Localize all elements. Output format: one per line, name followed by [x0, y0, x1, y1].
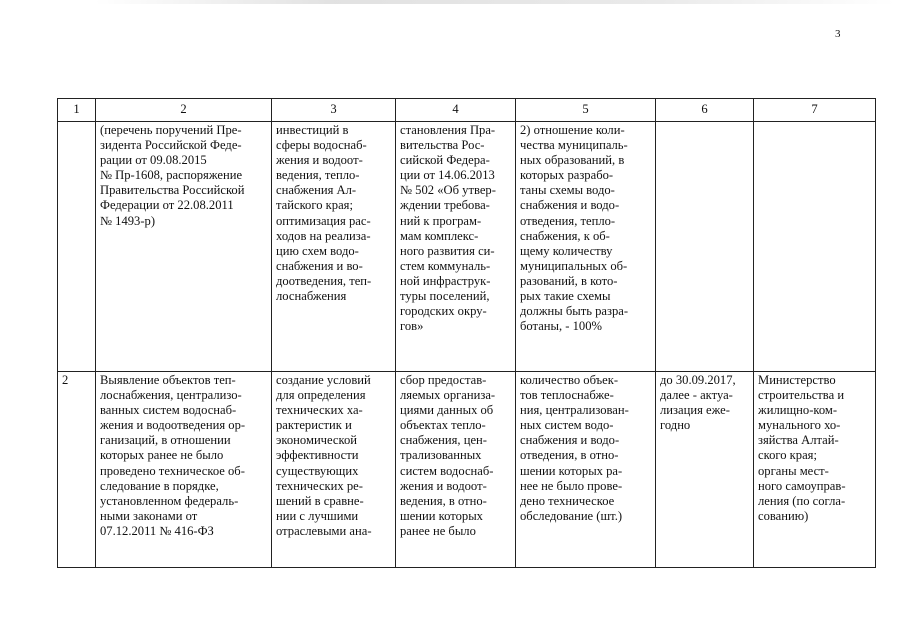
column-number-cell: 5 [516, 99, 656, 122]
mechanism-cell: становления Пра- вительства Рос- сийской Федера- ции от 14.06.2013 № 502 «Об утвер- ждении требова- ний к програм- мам комплекс- ного развития си- стем коммуналь- ной инфраструк- туры поселений, городских окру- гов» [396, 122, 516, 372]
table-row [58, 122, 876, 372]
row-number-cell: 2 [58, 372, 96, 568]
indicator-cell: 2) отношение коли- чества муниципаль- ных образований, в которых разрабо- таны схемы водо- снабжения и водо- отведения, тепло- снабжения, к об- щему количеству муниципальных об- разований, в кото- рых такие схемы должны быть разра- ботаны, - 100% [516, 122, 656, 372]
measures-table [57, 98, 876, 568]
column-number-cell: 7 [754, 99, 876, 122]
row-number-cell [58, 122, 96, 372]
measure-cell: (перечень поручений Пре- зидента Российской Феде- рации от 09.08.2015 № Пр-1608, распоряжение Правительства Российской Федерации от 22.08.2011 № 1493-р) [96, 122, 272, 372]
responsible-cell [754, 122, 876, 372]
goal-cell: инвестиций в сферы водоснаб- жения и водоот- ведения, тепло- снабжения Ал- тайского края; оптимизация рас- ходов на реализа- цию схем водо- снабжения и во- доотведения, теп- лоснабжения [272, 122, 396, 372]
page-number: 3 [835, 28, 841, 40]
column-number-cell: 1 [58, 99, 96, 122]
goal-cell: создание условий для определения технических ха- рактеристик и экономической эффективности существующих технических ре- шений в сравне- нии с лучшими отраслевыми ана- [272, 372, 396, 568]
column-number-cell: 2 [96, 99, 272, 122]
measure-cell: Выявление объектов теп- лоснабжения, централизо- ванных систем водоснаб- жения и водоотведения ор- ганизаций, в отношении которых ранее не было проведено техническое об- следование в порядке, установленном федераль- ными законами от 07.12.2011 № 416-ФЗ [96, 372, 272, 568]
responsible-cell: Министерство строительства и жилищно-ком- мунального хо- зяйства Алтай- ского края; органы мест- ного самоуправ- ления (по согла- сованию) [754, 372, 876, 568]
column-number-cell: 3 [272, 99, 396, 122]
scan-artifact [95, 0, 895, 4]
column-number-cell: 4 [396, 99, 516, 122]
deadline-cell [656, 122, 754, 372]
mechanism-cell: сбор предостав- ляемых организа- циями данных об объектах тепло- снабжения, цен- трализованных систем водоснаб- жения и водоот- ведения, в отно- шении которых ранее не было [396, 372, 516, 568]
deadline-cell: до 30.09.2017, далее - актуа- лизация еже- годно [656, 372, 754, 568]
column-number-cell: 6 [656, 99, 754, 122]
table-row [58, 372, 876, 568]
table-header-row [58, 99, 876, 122]
indicator-cell: количество объек- тов теплоснабже- ния, централизован- ных систем водо- снабжения и водо- отведения, в отно- шении которых ра- нее не было прове- дено техническое обследование (шт.) [516, 372, 656, 568]
